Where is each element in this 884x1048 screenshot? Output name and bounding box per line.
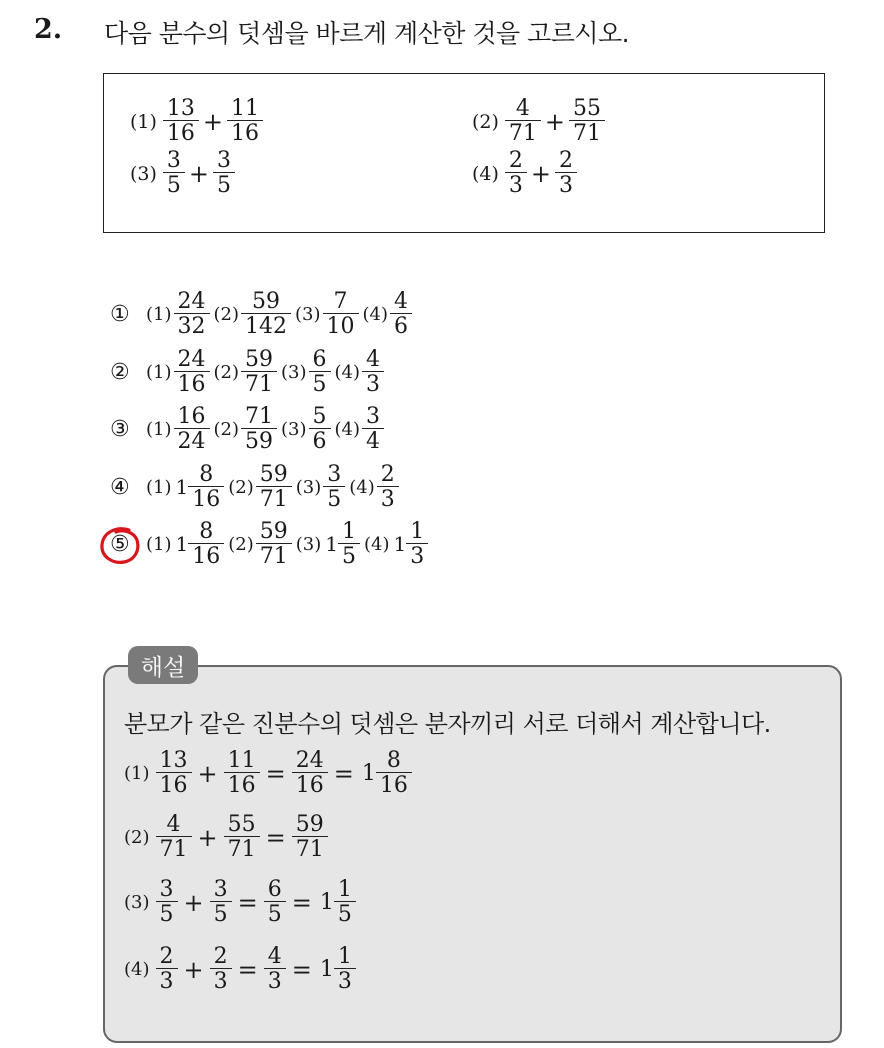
fraction xyxy=(158,946,176,993)
operator: + xyxy=(183,955,204,984)
whole-part: 1 xyxy=(325,532,338,556)
numerator: 1 xyxy=(337,877,352,902)
part-label: (4) xyxy=(334,361,360,383)
part-label: (2) xyxy=(213,303,239,325)
fraction xyxy=(176,346,208,397)
fraction xyxy=(311,346,329,397)
choice-part xyxy=(146,518,222,569)
fraction-wrap xyxy=(158,750,190,797)
operator: + xyxy=(544,107,566,136)
choice-part xyxy=(281,346,329,397)
choice-part xyxy=(146,288,208,339)
fraction xyxy=(229,98,261,145)
fraction xyxy=(165,98,197,145)
fraction xyxy=(336,879,354,926)
denominator: 6 xyxy=(390,313,412,338)
fraction-wrap xyxy=(266,879,284,926)
part-label: (1) xyxy=(146,303,172,325)
part-label: (2) xyxy=(213,418,239,440)
numerator: 3 xyxy=(217,148,232,173)
numerator: 2 xyxy=(559,148,574,173)
fraction-wrap xyxy=(364,346,382,397)
denominator: 24 xyxy=(174,428,210,453)
operator: = xyxy=(237,955,258,984)
fraction xyxy=(176,403,208,454)
denominator: 16 xyxy=(188,543,224,568)
numerator: 13 xyxy=(166,96,195,121)
numerator: 2 xyxy=(159,944,174,969)
problem-item xyxy=(130,150,233,197)
line-label: (3) xyxy=(124,892,150,913)
denominator: 16 xyxy=(224,772,260,797)
denominator: 71 xyxy=(241,371,277,396)
fraction-wrap xyxy=(294,750,326,797)
denominator: 16 xyxy=(174,371,210,396)
numerator: 24 xyxy=(295,748,324,773)
fraction xyxy=(212,946,230,993)
fraction xyxy=(190,461,222,512)
numerator: 1 xyxy=(341,518,356,544)
choice-marker: ③ xyxy=(110,416,130,442)
fraction-wrap xyxy=(226,750,258,797)
denominator: 71 xyxy=(569,120,605,145)
fraction-wrap xyxy=(212,879,230,926)
choice-part xyxy=(363,518,426,569)
operator: + xyxy=(197,823,218,852)
fraction-wrap xyxy=(212,946,230,993)
mixed-number xyxy=(320,879,354,926)
denominator: 16 xyxy=(156,772,192,797)
fraction-wrap xyxy=(294,814,326,861)
fraction xyxy=(392,288,410,339)
whole-part: 1 xyxy=(393,532,407,556)
denominator: 5 xyxy=(156,901,178,926)
fraction-wrap xyxy=(229,98,261,145)
denominator: 71 xyxy=(156,836,192,861)
choice-marker: ② xyxy=(110,359,130,385)
denominator: 4 xyxy=(362,428,384,453)
fraction xyxy=(507,150,525,197)
choice-part xyxy=(146,346,208,397)
choice-part xyxy=(213,403,276,454)
denominator: 5 xyxy=(210,901,232,926)
numerator: 59 xyxy=(295,812,324,837)
numerator: 1 xyxy=(410,518,425,544)
fraction xyxy=(158,750,190,797)
choice-row[interactable] xyxy=(110,401,382,457)
numerator: 2 xyxy=(380,461,395,487)
fraction-wrap xyxy=(392,288,410,339)
part-label: (4) xyxy=(363,533,390,555)
denominator: 5 xyxy=(163,172,185,197)
fraction xyxy=(212,879,230,926)
denominator: 16 xyxy=(292,772,328,797)
denominator: 71 xyxy=(256,543,292,568)
fraction xyxy=(325,288,357,339)
choice-row[interactable] xyxy=(110,516,426,572)
operator: + xyxy=(530,159,552,188)
fraction-wrap xyxy=(507,98,539,145)
fraction xyxy=(266,879,284,926)
fraction-wrap xyxy=(176,403,208,454)
numerator: 13 xyxy=(159,748,188,773)
denominator: 5 xyxy=(309,371,331,396)
numerator: 3 xyxy=(213,877,228,902)
mixed-number xyxy=(362,750,410,797)
fraction xyxy=(507,98,539,145)
fraction xyxy=(378,750,410,797)
denominator: 16 xyxy=(163,120,199,145)
fraction-wrap xyxy=(165,150,183,197)
numerator: 3 xyxy=(166,148,181,173)
choice-row[interactable] xyxy=(110,286,410,342)
problem-label: (2) xyxy=(472,110,499,133)
question-text: 다음 분수의 덧셈을 바르게 계산한 것을 고르시오. xyxy=(104,19,630,48)
fraction xyxy=(258,461,290,512)
fraction-wrap xyxy=(158,879,176,926)
fraction xyxy=(158,814,190,861)
operator: + xyxy=(183,888,204,917)
numerator: 55 xyxy=(573,96,602,121)
fraction xyxy=(176,288,208,339)
question-number: 2. xyxy=(34,14,63,45)
part-label: (3) xyxy=(295,476,322,498)
part-label: (1) xyxy=(146,418,172,440)
denominator: 71 xyxy=(224,836,260,861)
numerator: 4 xyxy=(515,96,530,121)
line-label: (2) xyxy=(124,827,150,848)
fraction xyxy=(325,461,343,512)
numerator: 3 xyxy=(366,403,380,429)
denominator: 5 xyxy=(264,901,286,926)
choice-part xyxy=(281,403,329,454)
denominator: 16 xyxy=(227,120,263,145)
fraction-wrap xyxy=(158,814,190,861)
choice-marker: ⑤ xyxy=(110,531,130,557)
denominator: 71 xyxy=(292,836,328,861)
problem-label: (1) xyxy=(130,110,157,133)
line-label: (4) xyxy=(124,959,150,980)
choice-part xyxy=(228,518,290,569)
fraction xyxy=(364,346,382,397)
numerator: 8 xyxy=(199,518,214,544)
choice-part xyxy=(228,461,290,512)
fraction-wrap xyxy=(325,461,343,512)
denominator: 5 xyxy=(334,901,356,926)
fraction xyxy=(226,814,258,861)
part-label: (1) xyxy=(146,533,172,555)
choice-part xyxy=(334,346,383,397)
explanation-intro: 분모가 같은 진분수의 덧셈은 분자끼리 서로 더해서 계산합니다. xyxy=(124,710,771,738)
fraction-wrap xyxy=(507,150,525,197)
operator: = xyxy=(237,888,258,917)
fraction xyxy=(243,403,275,454)
fraction-wrap xyxy=(364,403,382,454)
choice-part xyxy=(146,461,222,512)
choice-part xyxy=(349,461,397,512)
problem-item xyxy=(472,150,575,197)
explanation-line xyxy=(124,946,354,993)
choice-part xyxy=(362,288,411,339)
numerator: 11 xyxy=(227,748,256,773)
denominator: 59 xyxy=(241,428,277,453)
choice-part xyxy=(295,518,358,569)
numerator: 1 xyxy=(337,944,352,969)
part-label: (3) xyxy=(295,533,322,555)
numerator: 3 xyxy=(327,461,342,487)
operator: + xyxy=(197,759,218,788)
fraction xyxy=(158,879,176,926)
fraction xyxy=(311,403,329,454)
denominator: 3 xyxy=(505,172,527,197)
fraction xyxy=(364,403,382,454)
numerator: 55 xyxy=(227,812,256,837)
fraction-wrap xyxy=(215,150,233,197)
part-label: (3) xyxy=(281,418,307,440)
fraction-wrap xyxy=(571,98,603,145)
fraction-wrap xyxy=(311,403,329,454)
denominator: 3 xyxy=(406,543,428,568)
part-label: (2) xyxy=(213,361,239,383)
choice-row[interactable] xyxy=(110,459,397,515)
fraction-wrap xyxy=(226,814,258,861)
answer-circle-mark xyxy=(99,526,141,566)
problem-item xyxy=(472,98,603,145)
fraction-wrap xyxy=(158,946,176,993)
fraction-wrap xyxy=(243,346,275,397)
fraction xyxy=(340,518,358,569)
numerator: 11 xyxy=(231,96,260,121)
numerator: 24 xyxy=(177,346,206,372)
operator: + xyxy=(188,159,210,188)
fraction-wrap xyxy=(176,346,208,397)
denominator: 71 xyxy=(256,486,292,511)
fraction xyxy=(190,518,222,569)
fraction-wrap xyxy=(311,346,329,397)
fraction xyxy=(226,750,258,797)
fraction xyxy=(571,98,603,145)
part-label: (3) xyxy=(281,361,307,383)
denominator: 3 xyxy=(362,371,384,396)
fraction xyxy=(243,288,289,339)
operator: = xyxy=(291,955,312,984)
fraction xyxy=(243,346,275,397)
denominator: 10 xyxy=(323,313,359,338)
operator: = xyxy=(265,823,286,852)
part-label: (2) xyxy=(228,476,254,498)
denominator: 71 xyxy=(505,120,541,145)
denominator: 3 xyxy=(555,172,577,197)
explanation-tag: 해설 xyxy=(128,646,198,684)
fraction-wrap xyxy=(176,288,208,339)
line-label: (1) xyxy=(124,763,150,784)
mixed-number xyxy=(325,518,358,569)
operator: = xyxy=(291,888,312,917)
denominator: 16 xyxy=(376,772,412,797)
explanation-line xyxy=(124,814,326,861)
numerator: 59 xyxy=(245,346,273,372)
choice-row[interactable] xyxy=(110,344,382,400)
numerator: 4 xyxy=(394,288,408,314)
numerator: 59 xyxy=(252,288,280,314)
fraction-wrap xyxy=(379,461,397,512)
mixed-number xyxy=(175,461,223,512)
mixed-number xyxy=(393,518,426,569)
fraction xyxy=(165,150,183,197)
fraction-wrap xyxy=(243,403,275,454)
choice-part xyxy=(295,461,344,512)
fraction xyxy=(266,946,284,993)
fraction xyxy=(294,750,326,797)
fraction xyxy=(215,150,233,197)
denominator: 6 xyxy=(309,428,331,453)
numerator: 6 xyxy=(267,877,282,902)
numerator: 24 xyxy=(177,288,206,314)
choice-marker: ④ xyxy=(110,474,130,500)
numerator: 7 xyxy=(333,288,348,314)
denominator: 3 xyxy=(156,968,178,993)
fraction xyxy=(258,518,290,569)
part-label: (4) xyxy=(349,476,375,498)
whole-part: 1 xyxy=(175,475,189,499)
fraction xyxy=(557,150,575,197)
denominator: 5 xyxy=(213,172,235,197)
numerator: 2 xyxy=(508,148,523,173)
denominator: 5 xyxy=(323,486,345,511)
numerator: 59 xyxy=(259,518,288,544)
explanation-line xyxy=(124,750,410,797)
whole-part: 1 xyxy=(319,957,334,982)
mixed-number xyxy=(175,518,223,569)
denominator: 5 xyxy=(338,543,360,568)
fraction xyxy=(408,518,426,569)
part-label: (3) xyxy=(295,303,321,325)
fraction-wrap xyxy=(266,946,284,993)
fraction-wrap xyxy=(165,98,197,145)
part-label: (1) xyxy=(146,361,172,383)
fraction xyxy=(379,461,397,512)
fraction-wrap xyxy=(325,288,357,339)
numerator: 4 xyxy=(267,944,282,969)
numerator: 5 xyxy=(312,403,327,429)
choice-part xyxy=(213,288,290,339)
numerator: 3 xyxy=(159,877,174,902)
explanation-line xyxy=(124,879,354,926)
part-label: (4) xyxy=(362,303,388,325)
fraction xyxy=(294,814,326,861)
choice-part xyxy=(295,288,357,339)
fraction-wrap xyxy=(557,150,575,197)
denominator: 3 xyxy=(264,968,286,993)
operator: = xyxy=(333,759,354,788)
numerator: 8 xyxy=(199,461,214,487)
problem-label: (4) xyxy=(472,162,499,185)
choice-part xyxy=(213,346,276,397)
problem-item xyxy=(130,98,261,145)
denominator: 16 xyxy=(188,486,224,511)
problem-label: (3) xyxy=(130,162,157,185)
fraction xyxy=(336,946,354,993)
numerator: 16 xyxy=(177,403,206,429)
denominator: 32 xyxy=(174,313,210,338)
choice-part xyxy=(334,403,383,454)
whole-part: 1 xyxy=(175,532,189,556)
denominator: 3 xyxy=(377,486,399,511)
part-label: (2) xyxy=(228,533,254,555)
whole-part: 1 xyxy=(361,761,376,786)
numerator: 6 xyxy=(312,346,327,372)
operator: + xyxy=(202,107,224,136)
part-label: (1) xyxy=(146,476,172,498)
part-label: (4) xyxy=(334,418,360,440)
numerator: 4 xyxy=(366,346,380,372)
choice-marker: ① xyxy=(110,301,130,327)
operator: = xyxy=(265,759,286,788)
denominator: 142 xyxy=(241,313,291,338)
fraction-wrap xyxy=(243,288,289,339)
numerator: 2 xyxy=(213,944,228,969)
fraction-wrap xyxy=(258,518,290,569)
whole-part: 1 xyxy=(319,890,334,915)
fraction-wrap xyxy=(258,461,290,512)
choice-part xyxy=(146,403,208,454)
numerator: 71 xyxy=(245,403,273,429)
numerator: 4 xyxy=(166,812,181,837)
numerator: 59 xyxy=(259,461,288,487)
denominator: 3 xyxy=(334,968,356,993)
numerator: 8 xyxy=(386,748,401,773)
denominator: 3 xyxy=(210,968,232,993)
mixed-number xyxy=(320,946,354,993)
